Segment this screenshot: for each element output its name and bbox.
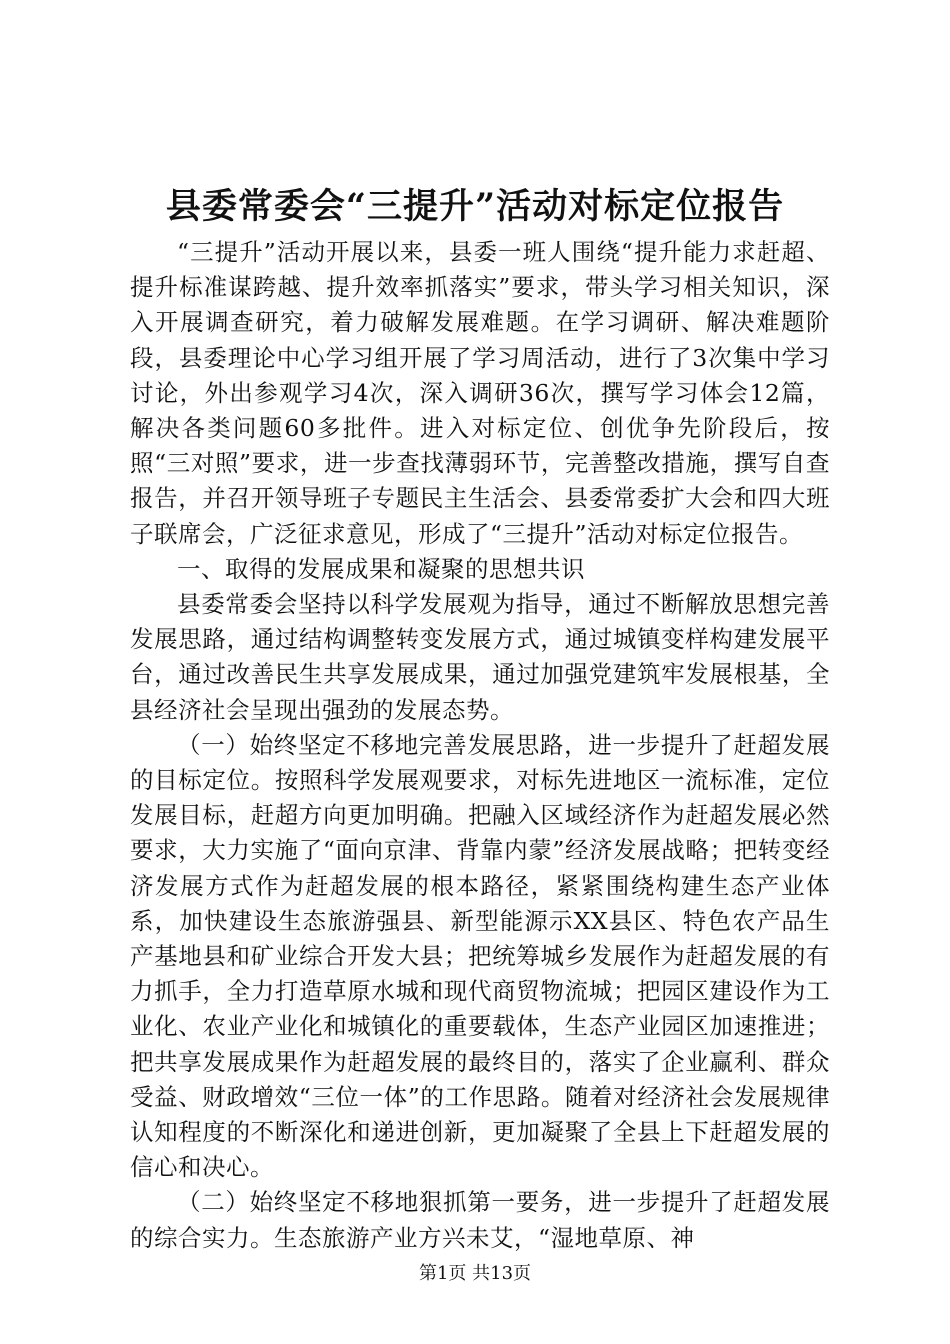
paragraph-intro: “三提升”活动开展以来，县委一班人围绕“提升能力求赶超、提升标准谋跨越、提升效率抓落实”要求，带头学习相关知识，深入开展调查研究，着力破解发展难题。在学习调研、解决难题阶段，县委理论中心学习组开展了学习周活动，进行了3次集中学习讨论，外出参观学习4次，深入调研36次，撰写学习体会12篇，解决各类问题60多批件。进入对标定位、创优争先阶段后，按照“三对照”要求，进一步查找薄弱环节，完善整改措施，撰写自查报告，并召开领导班子专题民主生活会、县委常委扩大会和四大班子联席会，广泛征求意见，形成了“三提升”活动对标定位报告。: [130, 238, 830, 548]
document-body: [130, 235, 830, 1256]
paragraph-item-2: （二）始终坚定不移地狠抓第一要务，进一步提升了赶超发展的综合实力。生态旅游产业方兴未艾，“湿地草原、神: [130, 1188, 830, 1252]
paragraph-section-1-summary: 县委常委会坚持以科学发展观为指导，通过不断解放思想完善发展思路，通过结构调整转变发展方式，通过城镇变样构建发展平台，通过改善民生共享发展成果，通过加强党建筑牢发展根基，全县经济社会呈现出强劲的发展态势。: [130, 590, 830, 724]
section-heading-1: 一、取得的发展成果和凝聚的思想共识: [177, 554, 585, 583]
document-title: 县委常委会“三提升”活动对标定位报告: [165, 186, 785, 227]
page-number-footer: 第1页 共13页: [418, 1263, 532, 1284]
paragraph-item-1: （一）始终坚定不移地完善发展思路，进一步提升了赶超发展的目标定位。按照科学发展观要求，对标先进地区一流标准，定位发展目标，赶超方向更加明确。把融入区域经济作为赶超发展必然要求，大力实施了“面向京津、背靠内蒙”经济发展战略；把转变经济发展方式作为赶超发展的根本路径，紧紧围绕构建生态产业体系，加快建设生态旅游强县、新型能源示XX县区、特色农产品生产基地县和矿业综合开发大县；把统筹城乡发展作为赶超发展的有力抓手，全力打造草原水城和现代商贸物流城；把园区建设作为工业化、农业产业化和城镇化的重要载体，生态产业园区加速推进；把共享发展成果作为赶超发展的最终目的，落实了企业赢利、群众受益、财政增效“三位一体”的工作思路。随着对经济社会发展规律认知程度的不断深化和递进创新，更加凝聚了全县上下赶超发展的信心和决心。: [130, 730, 830, 1182]
